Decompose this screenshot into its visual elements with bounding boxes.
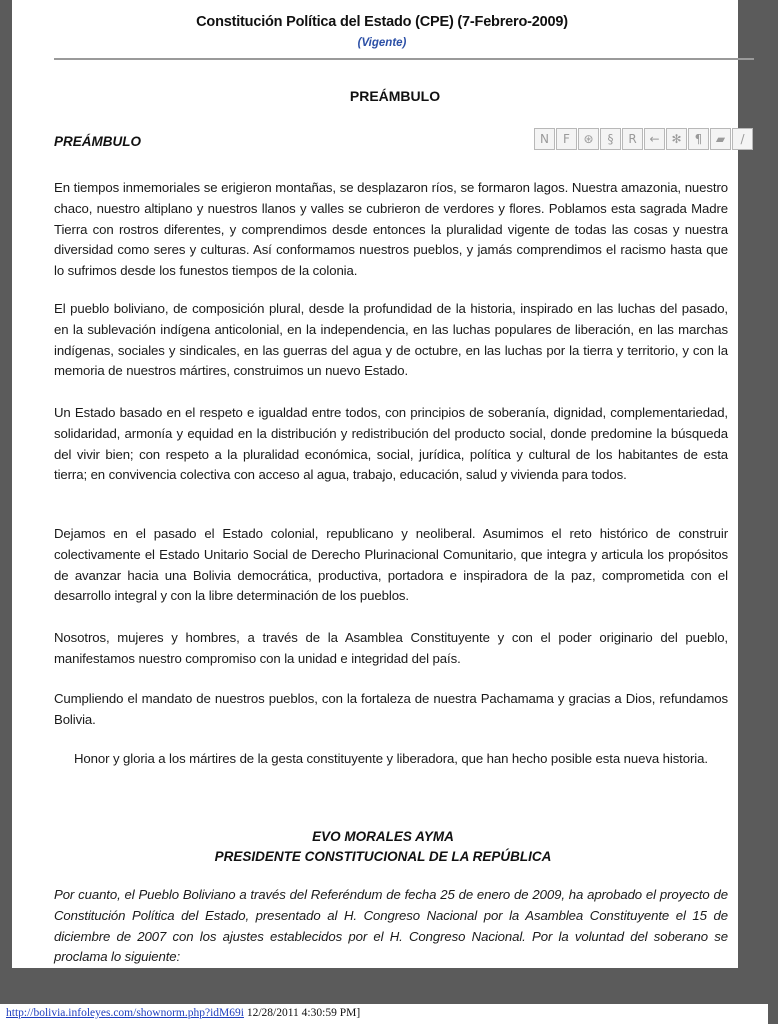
asterisk-icon[interactable]: ✻	[666, 128, 687, 150]
paragraph-1: En tiempos inmemoriales se erigieron montañas, se desplazaron ríos, se formaron lagos. Nuestra amazonia, nuestro chaco, nuestro altiplano y nuestros llanos y valles se cubrieron de verdores y flores. Poblamos esta sagrada Madre Tierra con rostros diferentes, y comprendimos desde entonces la pluralidad vigente de todas las cosas y nuestra diversidad como seres y culturas. Así conformamos nuestros pueblos, y jamás comprendimos el racismo hasta que lo sufrimos desde los funestos tiempos de la colonia.	[54, 180, 728, 279]
signatory-name: EVO MORALES AYMA	[312, 829, 454, 844]
back-arrow-icon[interactable]: ←	[644, 128, 665, 150]
paragraph-3: Un Estado basado en el respeto e igualdad entre todos, con principios de soberanía, dignidad, complementariedad, solidaridad, armonía y equidad en la distribución y redistribución del producto social, donde predomine la búsqueda del vivir bien; con respeto a la pluralidad económica, social, jurídica, política y cultural de los habitantes de esta tierra; en convivencia colectiva con acceso al agua, trabajo, educación, salud y vivienda para todos.	[54, 405, 728, 483]
section-heading: PREÁMBULO	[349, 88, 441, 104]
document-status: (Vigente)	[357, 37, 407, 49]
document-title: Constitución Política del Estado (CPE) (7-Febrero-2009)	[196, 14, 568, 30]
annotation-toolbar	[534, 128, 753, 150]
signatory-title: PRESIDENTE CONSTITUCIONAL DE LA REPÚBLICA	[214, 849, 552, 864]
slash-icon[interactable]: /	[732, 128, 753, 150]
paragraph-5: Nosotros, mujeres y hombres, a través de la Asamblea Constituyente y con el poder originario del pueblo, manifestamos nuestro compromiso con la unidad e integridad del país.	[54, 630, 728, 666]
bookmark-icon[interactable]: ▰	[710, 128, 731, 150]
paragraph-4: Dejamos en el pasado el Estado colonial, republicano y neoliberal. Asumimos el reto histórico de construir colectivamente el Estado Unitario Social de Derecho Plurinacional Comunitario, que integra y articula los propósitos de avanzar hacia una Bolivia democrática, productiva, portadora e inspiradora de la paz, comprometida con el desarrollo integral y con la libre determinación de los pueblos.	[54, 526, 728, 604]
paragraph-2: El pueblo boliviano, de composición plural, desde la profundidad de la historia, inspirado en las luchas del pasado, en la sublevación indígena anticolonial, en la independencia, en las luchas populares de liberación, en las marchas indígenas, sociales y sindicales, en las guerras del agua y de octubre, en las luchas por la tierra y territorio, y con la memoria de nuestros mártires, construimos un nuevo Estado.	[54, 301, 728, 379]
source-url-link[interactable]: http://bolivia.infoleyes.com/shownorm.php?idM69i	[6, 1007, 244, 1019]
note-icon[interactable]: N	[534, 128, 555, 150]
paragraph-7: Honor y gloria a los mártires de la gesta constituyente y liberadora, que han hecho posible esta nueva historia.	[74, 751, 708, 766]
section-icon[interactable]: §	[600, 128, 621, 150]
document-page	[12, 0, 745, 968]
footnote-icon[interactable]: F	[556, 128, 577, 150]
reference-icon[interactable]: ⊛	[578, 128, 599, 150]
paragraph-6: Cumpliendo el mandato de nuestros pueblos, con la fortaleza de nuestra Pachamama y gracias a Dios, refundamos Bolivia.	[54, 691, 728, 727]
print-timestamp: 12/28/2011 4:30:59 PM]	[246, 1007, 361, 1019]
section-subheading: PREÁMBULO	[54, 134, 141, 149]
print-footer	[0, 1004, 768, 1024]
proclamation-paragraph: Por cuanto, el Pueblo Boliviano a través del Referéndum de fecha 25 de enero de 2009, ha aprobado el proyecto de Constitución Política del Estado, presentado al H. Congreso Nacional por la Asamblea Constituyente el 15 de diciembre de 2007 con los ajustes establecidos por el H. Congreso Nacional. Por la voluntad del soberano se proclama lo siguiente:	[54, 887, 728, 965]
header-divider	[54, 58, 754, 60]
register-icon[interactable]: R	[622, 128, 643, 150]
paragraph-icon[interactable]: ¶	[688, 128, 709, 150]
